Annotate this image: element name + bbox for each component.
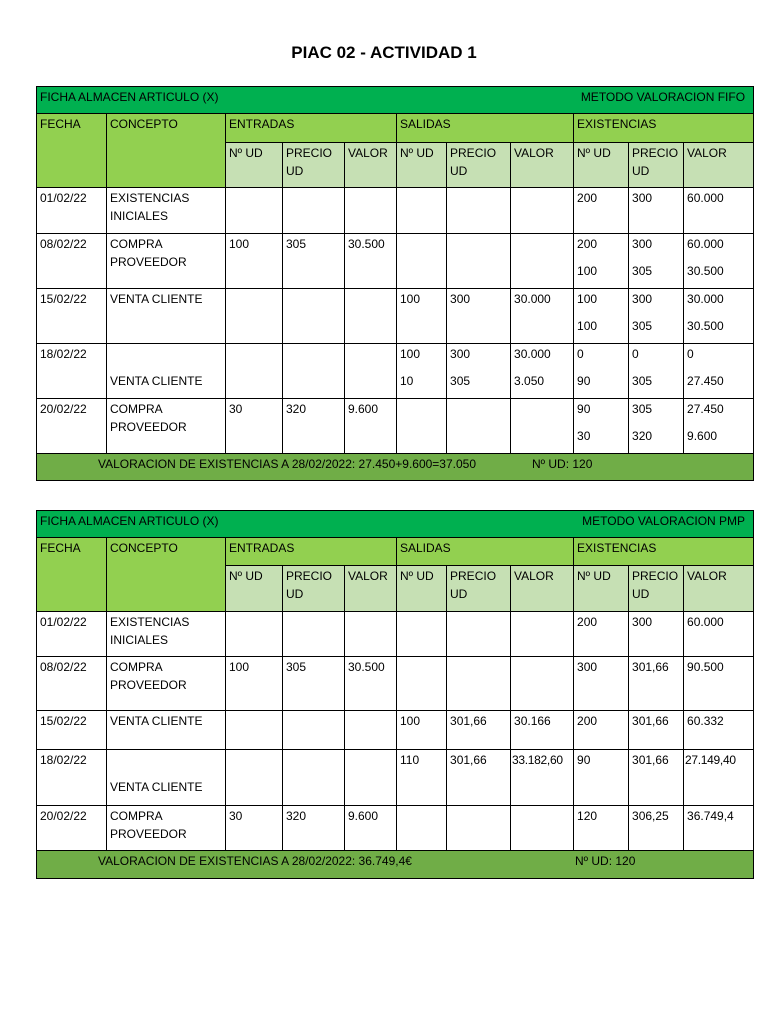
cell-s-precio: 300 305: [447, 344, 511, 399]
table-row: [37, 234, 754, 289]
cell-s-valor: [511, 399, 574, 454]
cell-fecha: 15/02/22: [37, 289, 107, 344]
cell-s-valor: [511, 188, 574, 234]
cell-e-valor: 30.500: [345, 234, 397, 289]
table-row: [37, 750, 754, 806]
sub-ud: Nº UD: [397, 143, 447, 188]
sub-valor: VALOR: [684, 566, 754, 612]
col-concepto: CONCEPTO: [107, 114, 226, 188]
cell-e-ud: [226, 289, 283, 344]
cell-e-ud: [226, 188, 283, 234]
footer-valuation-text: VALORACION DE EXISTENCIAS A 28/02/2022: 27.450+9.600=37.050: [98, 457, 477, 471]
cell-x-ud: 200: [574, 188, 629, 234]
cell-x-precio: 305 320: [629, 399, 684, 454]
cell-x-ud: 300: [574, 657, 629, 711]
cell-s-ud: 100 10: [397, 344, 447, 399]
cell-fecha: 01/02/22: [37, 188, 107, 234]
table-row: [37, 806, 754, 851]
cell-s-ud: 110: [397, 750, 447, 806]
cell-e-precio: [283, 711, 345, 750]
table-row: [37, 344, 754, 399]
cell-e-valor: [345, 344, 397, 399]
footer-units: Nº UD: 120: [532, 457, 593, 471]
cell-concepto: EXISTENCIAS INICIALES: [107, 612, 226, 657]
footer-units: Nº UD: 120: [575, 854, 636, 868]
cell-s-ud: [397, 806, 447, 851]
cell-s-ud: [397, 188, 447, 234]
sub-valor: VALOR: [684, 143, 754, 188]
cell-s-precio: [447, 188, 511, 234]
cell-s-valor: 30.000 3.050: [511, 344, 574, 399]
valuation-footer: [37, 454, 754, 481]
group-existencias: EXISTENCIAS: [574, 538, 754, 566]
sub-precio: PRECIO UD: [447, 143, 511, 188]
cell-x-ud: 90: [574, 750, 629, 806]
col-fecha: FECHA: [37, 538, 107, 612]
sub-precio: PRECIO UD: [283, 143, 345, 188]
fifo-stock-card: [36, 86, 754, 481]
cell-fecha: 18/02/22: [37, 750, 107, 806]
cell-x-precio: 300: [629, 612, 684, 657]
cell-e-precio: 320: [283, 399, 345, 454]
cell-s-ud: 100: [397, 289, 447, 344]
cell-e-ud: [226, 750, 283, 806]
sub-valor: VALOR: [511, 566, 574, 612]
cell-fecha: 15/02/22: [37, 711, 107, 750]
cell-s-precio: [447, 399, 511, 454]
cell-x-valor: 0 27.450: [684, 344, 754, 399]
sub-ud: Nº UD: [226, 143, 283, 188]
cell-s-ud: [397, 657, 447, 711]
pmp-stock-card: [36, 510, 754, 879]
cell-x-ud: 0 90: [574, 344, 629, 399]
group-entradas: ENTRADAS: [226, 538, 397, 566]
cell-s-ud: [397, 234, 447, 289]
sub-precio: PRECIO UD: [629, 566, 684, 612]
valuation-footer: [37, 851, 754, 879]
cell-e-precio: 305: [283, 234, 345, 289]
group-salidas: SALIDAS: [397, 538, 574, 566]
cell-e-ud: 30: [226, 399, 283, 454]
cell-e-valor: [345, 750, 397, 806]
cell-e-precio: [283, 188, 345, 234]
sub-precio: PRECIO UD: [447, 566, 511, 612]
cell-concepto: VENTA CLIENTE: [107, 750, 226, 806]
cell-x-precio: 301,66: [629, 657, 684, 711]
cell-s-valor: 33.182,60: [511, 750, 574, 806]
cell-s-valor: [511, 657, 574, 711]
sub-valor: VALOR: [345, 143, 397, 188]
cell-e-precio: [283, 289, 345, 344]
cell-x-ud: 100 100: [574, 289, 629, 344]
cell-s-precio: [447, 612, 511, 657]
cell-s-valor: 30.166: [511, 711, 574, 750]
cell-e-precio: [283, 612, 345, 657]
cell-concepto: COMPRA PROVEEDOR: [107, 234, 226, 289]
cell-fecha: 01/02/22: [37, 612, 107, 657]
table-row: [37, 188, 754, 234]
cell-x-ud: 200: [574, 612, 629, 657]
cell-x-valor: 60.332: [684, 711, 754, 750]
cell-s-valor: [511, 234, 574, 289]
cell-s-precio: [447, 657, 511, 711]
cell-fecha: 18/02/22: [37, 344, 107, 399]
cell-x-ud: 120: [574, 806, 629, 851]
cell-e-precio: [283, 750, 345, 806]
card-header-title: FICHA ALMACEN ARTICULO (X): [37, 87, 447, 114]
cell-fecha: 08/02/22: [37, 234, 107, 289]
cell-s-precio: [447, 234, 511, 289]
cell-e-ud: [226, 711, 283, 750]
page-title: PIAC 02 - ACTIVIDAD 1: [291, 43, 477, 62]
sub-precio: PRECIO UD: [629, 143, 684, 188]
cell-e-ud: 100: [226, 657, 283, 711]
cell-s-valor: [511, 612, 574, 657]
cell-x-precio: 300: [629, 188, 684, 234]
cell-fecha: 20/02/22: [37, 806, 107, 851]
cell-e-valor: [345, 289, 397, 344]
cell-x-valor: 60.000: [684, 188, 754, 234]
group-salidas: SALIDAS: [397, 114, 574, 143]
cell-e-ud: 30: [226, 806, 283, 851]
cell-e-valor: 9.600: [345, 399, 397, 454]
cell-s-valor: [511, 806, 574, 851]
cell-e-valor: [345, 612, 397, 657]
cell-s-valor: 30.000: [511, 289, 574, 344]
cell-concepto: VENTA CLIENTE: [107, 289, 226, 344]
sub-valor: VALOR: [511, 143, 574, 188]
cell-x-valor: 36.749,4: [684, 806, 754, 851]
col-concepto: CONCEPTO: [107, 538, 226, 612]
cell-x-precio: 301,66: [629, 750, 684, 806]
cell-x-precio: 300 305: [629, 289, 684, 344]
group-existencias: EXISTENCIAS: [574, 114, 754, 143]
cell-e-valor: 30.500: [345, 657, 397, 711]
cell-s-ud: [397, 612, 447, 657]
cell-e-precio: 305: [283, 657, 345, 711]
table-row: [37, 612, 754, 657]
sub-valor: VALOR: [345, 566, 397, 612]
cell-x-valor: 30.000 30.500: [684, 289, 754, 344]
sub-ud: Nº UD: [574, 143, 629, 188]
cell-x-valor: 90.500: [684, 657, 754, 711]
cell-x-ud: 200 100: [574, 234, 629, 289]
sub-ud: Nº UD: [574, 566, 629, 612]
cell-s-precio: 300: [447, 289, 511, 344]
sub-precio: PRECIO UD: [283, 566, 345, 612]
cell-x-valor: 27.450 9.600: [684, 399, 754, 454]
table-row: [37, 657, 754, 711]
cell-x-precio: 301,66: [629, 711, 684, 750]
cell-concepto: COMPRA PROVEEDOR: [107, 657, 226, 711]
cell-e-valor: 9.600: [345, 806, 397, 851]
sub-ud: Nº UD: [226, 566, 283, 612]
cell-x-valor: 60.000: [684, 612, 754, 657]
cell-s-precio: 301,66: [447, 750, 511, 806]
cell-e-ud: 100: [226, 234, 283, 289]
group-entradas: ENTRADAS: [226, 114, 397, 143]
cell-x-precio: 300 305: [629, 234, 684, 289]
col-fecha: FECHA: [37, 114, 107, 188]
cell-e-ud: [226, 612, 283, 657]
cell-fecha: 20/02/22: [37, 399, 107, 454]
cell-x-precio: 0 305: [629, 344, 684, 399]
footer-valuation-text: VALORACION DE EXISTENCIAS A 28/02/2022: 36.749,4€: [98, 854, 412, 868]
valuation-method: METODO VALORACION FIFO: [447, 87, 754, 114]
cell-x-ud: 200: [574, 711, 629, 750]
cell-x-valor: 60.000 30.500: [684, 234, 754, 289]
cell-concepto: COMPRA PROVEEDOR: [107, 806, 226, 851]
cell-concepto: EXISTENCIAS INICIALES: [107, 188, 226, 234]
table-row: [37, 711, 754, 750]
card-header-title: FICHA ALMACEN ARTICULO (X): [37, 511, 447, 538]
table-row: [37, 399, 754, 454]
sub-ud: Nº UD: [397, 566, 447, 612]
cell-s-ud: 100: [397, 711, 447, 750]
cell-s-precio: 301,66: [447, 711, 511, 750]
cell-fecha: 08/02/22: [37, 657, 107, 711]
cell-x-ud: 90 30: [574, 399, 629, 454]
cell-concepto: VENTA CLIENTE: [107, 344, 226, 399]
cell-e-valor: [345, 188, 397, 234]
cell-s-ud: [397, 399, 447, 454]
cell-x-valor: 27.149,40: [684, 750, 754, 806]
valuation-method: METODO VALORACION PMP: [447, 511, 754, 538]
cell-e-precio: [283, 344, 345, 399]
cell-x-precio: 306,25: [629, 806, 684, 851]
cell-e-valor: [345, 711, 397, 750]
cell-concepto: VENTA CLIENTE: [107, 711, 226, 750]
cell-e-ud: [226, 344, 283, 399]
cell-concepto: COMPRA PROVEEDOR: [107, 399, 226, 454]
table-row: [37, 289, 754, 344]
cell-s-precio: [447, 806, 511, 851]
cell-e-precio: 320: [283, 806, 345, 851]
